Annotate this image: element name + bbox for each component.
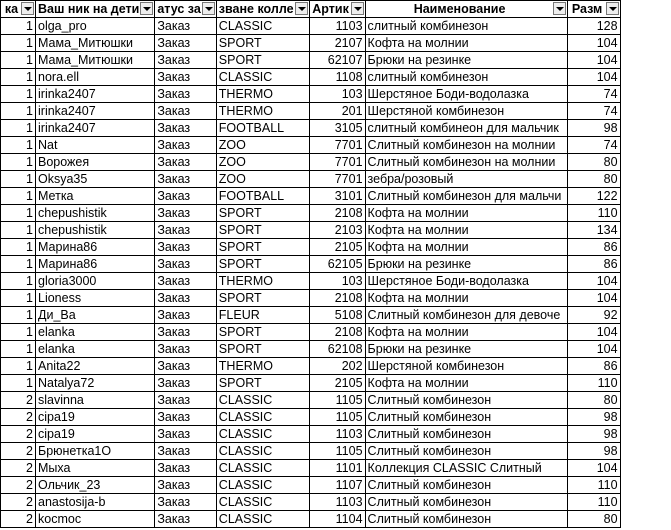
cell-name[interactable]: Шерстяное Боди-водолазка [365,273,567,290]
cell-nick[interactable]: nora.ell [36,69,155,86]
filter-dropdown-icon[interactable] [202,2,215,15]
cell-collection[interactable]: CLASSIC [216,18,309,35]
cell-status[interactable]: Заказ [155,460,216,477]
cell-nick[interactable]: Nat [36,137,155,154]
cell-name[interactable]: Слитный комбинезон для девоче [365,307,567,324]
cell-collection[interactable]: THERMO [216,103,309,120]
cell-status[interactable]: Заказ [155,443,216,460]
cell-ka[interactable]: 1 [1,375,36,392]
cell-ka[interactable]: 2 [1,477,36,494]
cell-status[interactable]: Заказ [155,137,216,154]
cell-collection[interactable]: SPORT [216,239,309,256]
cell-ka[interactable]: 2 [1,460,36,477]
table-row [1,460,621,477]
cell-size[interactable]: 80 [567,511,620,528]
table-row [1,426,621,443]
cell-size[interactable]: 86 [567,358,620,375]
cell-ka[interactable]: 1 [1,86,36,103]
filter-dropdown-icon[interactable] [351,2,364,15]
cell-name[interactable]: Слитный комбинезон [365,426,567,443]
table-row [1,341,621,358]
cell-ka[interactable]: 1 [1,358,36,375]
cell-name[interactable]: Кофта на молнии [365,239,567,256]
cell-size[interactable]: 98 [567,426,620,443]
cell-status[interactable]: Заказ [155,290,216,307]
cell-name[interactable]: слитный комбинеон для мальчик [365,120,567,137]
cell-status[interactable]: Заказ [155,392,216,409]
cell-article[interactable]: 3105 [309,120,365,137]
column-header-collection: зване колле [216,1,309,18]
cell-size[interactable]: 104 [567,52,620,69]
cell-status[interactable]: Заказ [155,511,216,528]
column-header-size: Разм [567,1,620,18]
cell-article[interactable]: 2107 [309,35,365,52]
table-row [1,307,621,324]
cell-name[interactable]: Кофта на молнии [365,222,567,239]
cell-name[interactable]: Кофта на молнии [365,324,567,341]
table-row [1,511,621,528]
cell-name[interactable]: Слитный комбинезон [365,511,567,528]
table-row [1,409,621,426]
cell-article[interactable]: 1107 [309,477,365,494]
table-row [1,239,621,256]
cell-size[interactable]: 98 [567,120,620,137]
table-row [1,188,621,205]
table-row [1,52,621,69]
cell-status[interactable]: Заказ [155,358,216,375]
cell-collection[interactable]: SPORT [216,324,309,341]
table-row [1,477,621,494]
cell-nick[interactable]: Марина86 [36,239,155,256]
cell-ka[interactable]: 1 [1,341,36,358]
cell-size[interactable]: 80 [567,392,620,409]
cell-status[interactable]: Заказ [155,239,216,256]
cell-ka[interactable]: 2 [1,409,36,426]
cell-status[interactable]: Заказ [155,103,216,120]
cell-collection[interactable]: SPORT [216,35,309,52]
cell-collection[interactable]: CLASSIC [216,477,309,494]
cell-size[interactable]: 80 [567,154,620,171]
cell-name[interactable]: Брюки на резинке [365,52,567,69]
cell-name[interactable]: Шерстяное Боди-водолазка [365,86,567,103]
cell-status[interactable]: Заказ [155,222,216,239]
cell-collection[interactable]: SPORT [216,290,309,307]
cell-name[interactable]: Слитный комбинезон на молнии [365,154,567,171]
cell-size[interactable]: 110 [567,477,620,494]
cell-name[interactable]: зебра/розовый [365,171,567,188]
cell-nick[interactable]: Мама_Митюшки [36,52,155,69]
cell-ka[interactable]: 1 [1,273,36,290]
cell-collection[interactable]: THERMO [216,273,309,290]
cell-nick[interactable]: Oksya35 [36,171,155,188]
cell-nick[interactable]: Ольчик_23 [36,477,155,494]
cell-status[interactable]: Заказ [155,188,216,205]
cell-nick[interactable]: slavinna [36,392,155,409]
cell-status[interactable]: Заказ [155,477,216,494]
cell-ka[interactable]: 1 [1,154,36,171]
cell-size[interactable]: 104 [567,460,620,477]
cell-status[interactable]: Заказ [155,154,216,171]
table-row [1,392,621,409]
cell-collection[interactable]: CLASSIC [216,494,309,511]
table-row [1,171,621,188]
table-row [1,137,621,154]
cell-nick[interactable]: chepushistik [36,222,155,239]
cell-status[interactable]: Заказ [155,375,216,392]
cell-nick[interactable]: chepushistik [36,205,155,222]
cell-name[interactable]: Слитный комбинезон [365,494,567,511]
table-row [1,18,621,35]
cell-article[interactable]: 7701 [309,171,365,188]
cell-article[interactable]: 2108 [309,205,365,222]
cell-name[interactable]: Слитный комбинезон [365,477,567,494]
column-header-status: атус за [155,1,216,18]
cell-collection[interactable]: SPORT [216,341,309,358]
cell-status[interactable]: Заказ [155,494,216,511]
cell-size[interactable]: 110 [567,375,620,392]
cell-collection[interactable]: CLASSIC [216,460,309,477]
cell-nick[interactable]: irinka2407 [36,103,155,120]
cell-ka[interactable]: 1 [1,69,36,86]
cell-size[interactable]: 134 [567,222,620,239]
cell-article[interactable]: 1105 [309,409,365,426]
cell-nick[interactable]: elanka [36,324,155,341]
cell-status[interactable]: Заказ [155,171,216,188]
cell-collection[interactable]: FLEUR [216,307,309,324]
filter-dropdown-icon[interactable] [21,2,34,15]
cell-article[interactable]: 1103 [309,494,365,511]
cell-nick[interactable]: elanka [36,341,155,358]
cell-status[interactable]: Заказ [155,409,216,426]
filter-dropdown-icon[interactable] [140,2,153,15]
cell-collection[interactable]: CLASSIC [216,443,309,460]
cell-status[interactable]: Заказ [155,256,216,273]
cell-size[interactable]: 104 [567,69,620,86]
cell-size[interactable]: 110 [567,205,620,222]
cell-ka[interactable]: 1 [1,205,36,222]
cell-article[interactable]: 1103 [309,18,365,35]
cell-nick[interactable]: Метка [36,188,155,205]
cell-name[interactable]: Коллекция CLASSIC Слитный [365,460,567,477]
cell-nick[interactable]: cipa19 [36,409,155,426]
cell-nick[interactable]: olga_pro [36,18,155,35]
cell-status[interactable]: Заказ [155,86,216,103]
cell-name[interactable]: слитный комбинезон [365,69,567,86]
cell-size[interactable]: 74 [567,137,620,154]
cell-collection[interactable]: CLASSIC [216,409,309,426]
cell-nick[interactable]: Ворожея [36,154,155,171]
cell-article[interactable]: 7701 [309,137,365,154]
cell-article[interactable]: 103 [309,86,365,103]
cell-ka[interactable]: 1 [1,120,36,137]
cell-size[interactable]: 104 [567,35,620,52]
cell-collection[interactable]: CLASSIC [216,69,309,86]
table-row [1,222,621,239]
cell-size[interactable]: 98 [567,409,620,426]
cell-article[interactable]: 2108 [309,324,365,341]
cell-ka[interactable]: 1 [1,18,36,35]
cell-article[interactable]: 2108 [309,290,365,307]
table-row [1,103,621,120]
cell-nick[interactable]: anastosija-b [36,494,155,511]
cell-size[interactable]: 104 [567,324,620,341]
cell-article[interactable]: 1105 [309,443,365,460]
cell-status[interactable]: Заказ [155,69,216,86]
cell-nick[interactable]: Мыха [36,460,155,477]
cell-status[interactable]: Заказ [155,426,216,443]
cell-size[interactable]: 122 [567,188,620,205]
cell-article[interactable]: 1101 [309,460,365,477]
cell-name[interactable]: Слитный комбинезон [365,409,567,426]
cell-article[interactable]: 201 [309,103,365,120]
cell-collection[interactable]: ZOO [216,171,309,188]
cell-ka[interactable]: 1 [1,307,36,324]
cell-ka[interactable]: 2 [1,511,36,528]
cell-status[interactable]: Заказ [155,18,216,35]
cell-article[interactable]: 1103 [309,426,365,443]
cell-article[interactable]: 5108 [309,307,365,324]
cell-ka[interactable]: 1 [1,188,36,205]
cell-collection[interactable]: SPORT [216,256,309,273]
cell-name[interactable]: Шерстяной комбинезон [365,358,567,375]
cell-article[interactable]: 202 [309,358,365,375]
cell-ka[interactable]: 1 [1,290,36,307]
column-header-ka: ка [1,1,36,18]
cell-collection[interactable]: SPORT [216,375,309,392]
cell-size[interactable]: 92 [567,307,620,324]
table-row [1,358,621,375]
cell-name[interactable]: Кофта на молнии [365,290,567,307]
cell-size[interactable]: 110 [567,494,620,511]
cell-ka[interactable]: 1 [1,239,36,256]
table-row [1,256,621,273]
cell-article[interactable]: 103 [309,273,365,290]
cell-size[interactable]: 128 [567,18,620,35]
cell-collection[interactable]: THERMO [216,86,309,103]
cell-ka[interactable]: 2 [1,494,36,511]
cell-name[interactable]: Брюки на резинке [365,341,567,358]
cell-name[interactable]: Слитный комбинезон [365,443,567,460]
cell-collection[interactable]: THERMO [216,358,309,375]
cell-size[interactable]: 86 [567,239,620,256]
cell-name[interactable]: Слитный комбинезон на молнии [365,137,567,154]
cell-ka[interactable]: 1 [1,35,36,52]
cell-ka[interactable]: 2 [1,392,36,409]
cell-status[interactable]: Заказ [155,205,216,222]
cell-status[interactable]: Заказ [155,52,216,69]
cell-article[interactable]: 1108 [309,69,365,86]
table-row [1,154,621,171]
cell-name[interactable]: Слитный комбинезон для мальчи [365,188,567,205]
cell-article[interactable]: 1104 [309,511,365,528]
cell-ka[interactable]: 1 [1,324,36,341]
cell-collection[interactable]: FOOTBALL [216,188,309,205]
cell-size[interactable]: 86 [567,256,620,273]
table-row [1,443,621,460]
cell-ka[interactable]: 1 [1,52,36,69]
cell-ka[interactable]: 1 [1,256,36,273]
cell-collection[interactable]: FOOTBALL [216,120,309,137]
table-row [1,69,621,86]
table-row [1,494,621,511]
cell-ka[interactable]: 2 [1,426,36,443]
table-row [1,86,621,103]
cell-article[interactable]: 62105 [309,256,365,273]
cell-status[interactable]: Заказ [155,341,216,358]
table-row [1,120,621,137]
table-row [1,35,621,52]
cell-name[interactable]: Кофта на молнии [365,375,567,392]
cell-name[interactable]: Кофта на молнии [365,35,567,52]
header-row [1,1,621,18]
cell-ka[interactable]: 1 [1,103,36,120]
cell-collection[interactable]: SPORT [216,52,309,69]
cell-ka[interactable]: 1 [1,137,36,154]
cell-size[interactable]: 98 [567,443,620,460]
cell-nick[interactable]: irinka2407 [36,120,155,137]
cell-article[interactable]: 2105 [309,239,365,256]
cell-size[interactable]: 104 [567,273,620,290]
column-header-name: Наименование [365,1,567,18]
cell-nick[interactable]: cipa19 [36,426,155,443]
cell-ka[interactable]: 2 [1,443,36,460]
column-header-nick: Ваш ник на дети [36,1,155,18]
cell-article[interactable]: 2105 [309,375,365,392]
cell-size[interactable]: 104 [567,290,620,307]
cell-nick[interactable]: irinka2407 [36,86,155,103]
cell-status[interactable]: Заказ [155,35,216,52]
cell-article[interactable]: 1105 [309,392,365,409]
cell-nick[interactable]: gloria3000 [36,273,155,290]
cell-article[interactable]: 2103 [309,222,365,239]
cell-article[interactable]: 62108 [309,341,365,358]
table-row [1,290,621,307]
table-row [1,324,621,341]
cell-name[interactable]: Брюки на резинке [365,256,567,273]
cell-nick[interactable]: Anita22 [36,358,155,375]
cell-status[interactable]: Заказ [155,273,216,290]
cell-nick[interactable]: Lioness [36,290,155,307]
cell-nick[interactable]: Марина86 [36,256,155,273]
cell-ka[interactable]: 1 [1,171,36,188]
filter-dropdown-icon[interactable] [553,2,566,15]
cell-status[interactable]: Заказ [155,324,216,341]
cell-collection[interactable]: CLASSIC [216,426,309,443]
cell-nick[interactable]: kocmoc [36,511,155,528]
cell-name[interactable]: Кофта на молнии [365,205,567,222]
cell-nick[interactable]: Ди_Ва [36,307,155,324]
cell-size[interactable]: 74 [567,103,620,120]
cell-article[interactable]: 3101 [309,188,365,205]
cell-name[interactable]: Шерстяной комбинезон [365,103,567,120]
cell-name[interactable]: слитный комбинезон [365,18,567,35]
cell-collection[interactable]: CLASSIC [216,392,309,409]
cell-collection[interactable]: CLASSIC [216,511,309,528]
cell-status[interactable]: Заказ [155,120,216,137]
table-row [1,205,621,222]
cell-article[interactable]: 7701 [309,154,365,171]
cell-size[interactable]: 104 [567,341,620,358]
cell-ka[interactable]: 1 [1,222,36,239]
column-header-article: Артик [309,1,365,18]
cell-nick[interactable]: Брюнетка1О [36,443,155,460]
table-row [1,375,621,392]
cell-size[interactable]: 74 [567,86,620,103]
cell-nick[interactable]: Natalya72 [36,375,155,392]
cell-status[interactable]: Заказ [155,307,216,324]
cell-nick[interactable]: Мама_Митюшки [36,35,155,52]
cell-collection[interactable]: ZOO [216,137,309,154]
cell-collection[interactable]: SPORT [216,222,309,239]
table-row [1,273,621,290]
cell-name[interactable]: Слитный комбинезон [365,392,567,409]
filter-dropdown-icon[interactable] [606,2,619,15]
cell-size[interactable]: 80 [567,171,620,188]
cell-article[interactable]: 62107 [309,52,365,69]
cell-collection[interactable]: ZOO [216,154,309,171]
filter-dropdown-icon[interactable] [295,2,308,15]
cell-collection[interactable]: SPORT [216,205,309,222]
